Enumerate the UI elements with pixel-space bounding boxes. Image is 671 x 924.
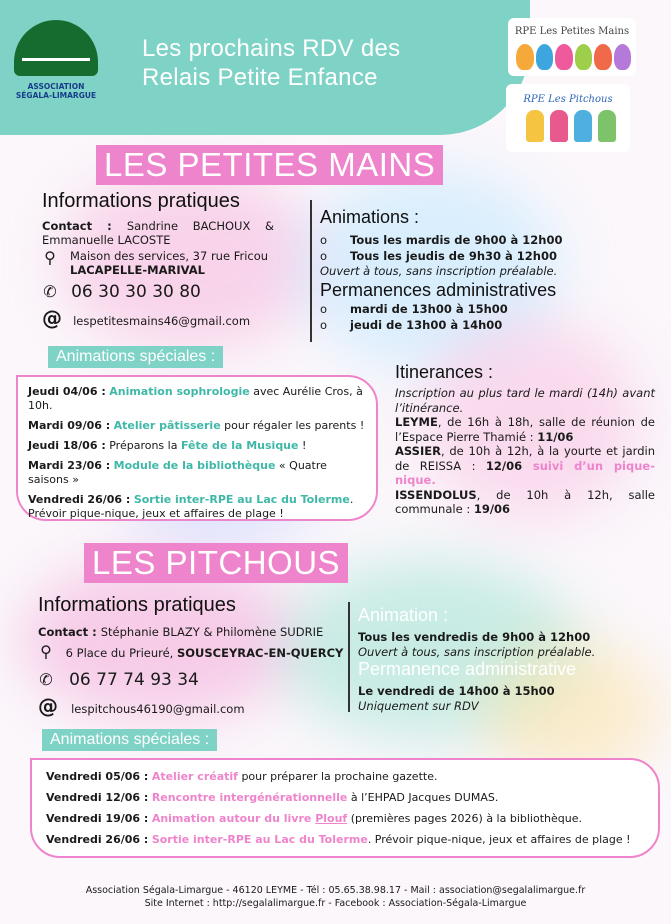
petites-mains-banner: LES PETITES MAINS	[96, 145, 443, 185]
divider	[348, 602, 350, 712]
permanences-list	[320, 302, 620, 333]
petites-mains-badge-label: RPE Les Petites Mains	[514, 26, 630, 37]
petites-mains-email	[42, 306, 250, 330]
association-logo	[12, 20, 100, 100]
phone-number: 06 30 30 30 80	[71, 282, 201, 302]
logo-line1: ASSOCIATION	[27, 82, 85, 91]
pitchous-address	[38, 642, 344, 661]
list-item: o Tous les jeudis de 9h30 à 12h00	[320, 249, 620, 265]
list-item: Vendredi 26/06 : Sortie inter-RPE au Lac du Tolerme. Prévoir pique-nique, jeux et affaires de plage !	[46, 833, 631, 846]
pitchous-animation: Tous les vendredis de 9h00 à 12h00	[358, 630, 591, 644]
list-item: o jeudi de 13h00 à 14h00	[320, 318, 620, 334]
handprints-icon	[516, 44, 631, 70]
contact-text: Stéphanie BLAZY & Philomène SUDRIE	[100, 625, 324, 639]
footer	[0, 884, 671, 910]
contact-label: Contact	[42, 219, 93, 233]
pitchous-contact: Contact : Stéphanie BLAZY & Philomène SUDRIE	[38, 625, 324, 639]
pitchous-info-title: Informations pratiques	[38, 594, 236, 616]
pitchous-badge-label: RPE Les Pitchous	[523, 94, 613, 105]
pitchous-phone	[38, 670, 199, 690]
animations-note: Ouvert à tous, sans inscription préalable.	[320, 264, 558, 278]
footer-line1: Association Ségala-Limargue - 46120 LEYME - Tél : 05.65.38.98.17 - Mail : association@segalalimargue.fr	[85, 885, 586, 896]
itinerances-intro: Inscription au plus tard le mardi (14h) avant l’itinérance.	[395, 386, 655, 415]
pitchous-special-title: Animations spéciales :	[42, 729, 217, 751]
address-line: 6 Place du Prieuré,	[65, 646, 177, 660]
pitchous-banner: LES PITCHOUS	[84, 543, 348, 583]
petites-mains-contact: Contact : Sandrine BACHOUX & Emmanuelle LACOSTE	[42, 219, 274, 247]
email-link[interactable]: lespitchous46190@gmail.com	[71, 702, 245, 716]
itinerance-leyme: LEYME, de 16h à 18h, salle de réunion de l’Espace Pierre Thamié : 11/06	[395, 415, 655, 444]
petites-mains-address	[42, 249, 282, 277]
title-line1: Les prochains RDV des	[142, 35, 401, 62]
list-item: Vendredi 26/06 : Sortie inter-RPE au Lac du Tolerme. Prévoir pique-nique, jeux et affaires de plage !	[28, 493, 354, 520]
list-item: Jeudi 18/06 : Préparons la Fête de la Musique !	[28, 439, 307, 452]
at-sign-icon: @	[38, 694, 58, 718]
animations-list	[320, 233, 620, 264]
itinerances-title: Itinerances :	[395, 362, 494, 382]
list-item: Jeudi 04/06 : Animation sophrologie avec Aurélie Cros, à 10h.	[28, 385, 363, 412]
contact-text: Sandrine BACHOUX & Emmanuelle LACOSTE	[42, 219, 274, 247]
location-pin-icon: ⚲	[44, 248, 56, 267]
list-item: Vendredi 12/06 : Rencontre intergénérationnelle à l’EHPAD Jacques DUMAS.	[46, 791, 499, 804]
page-title	[142, 34, 400, 92]
email-link[interactable]: lespetitesmains46@gmail.com	[73, 314, 251, 328]
itinerance-issendolus: ISSENDOLUS, de 10h à 12h, salle communale : 19/06	[395, 487, 655, 516]
footer-line2: Site Internet : http://segalalimargue.fr - Facebook : Association-Ségala-Limargue	[144, 898, 527, 909]
contact-label: Contact	[38, 625, 89, 639]
logo-line2: SÉGALA-LIMARGUE	[15, 91, 97, 100]
permanences-title: Permanences administratives	[320, 280, 557, 300]
itinerances-text	[395, 386, 655, 517]
address-city: SOUSCEYRAC-EN-QUERCY	[176, 646, 344, 660]
list-item: Vendredi 05/06 : Atelier créatif pour préparer la prochaine gazette.	[46, 770, 438, 783]
petites-mains-phone	[42, 282, 201, 302]
at-sign-icon: @	[42, 306, 62, 330]
list-item: Vendredi 19/06 : Animation autour du livre Plouf (premières pages 2026) à la bibliothèque.	[46, 812, 582, 825]
animations-title: Animations :	[320, 207, 420, 227]
itinerance-assier: ASSIER, de 10h à 12h, à la yourte et jardin de REISSA : 12/06 suivi d’un pique-nique.	[395, 444, 655, 487]
list-item: o Tous les mardis de 9h00 à 12h00	[320, 233, 620, 249]
pitchous-permanence: Le vendredi de 14h00 à 15h00	[358, 684, 555, 698]
phone-icon: ✆	[39, 670, 53, 689]
tree-logo-icon	[14, 20, 98, 76]
pitchous-permanence-title: Permanence administrative	[358, 659, 577, 679]
address-line: Maison des services, 37 rue Fricou	[70, 249, 269, 263]
pitchous-special-box	[30, 758, 660, 858]
pitchous-email	[38, 694, 245, 718]
pitchous-permanence-note: Uniquement sur RDV	[358, 699, 479, 713]
title-line2: Relais Petite Enfance	[142, 64, 378, 91]
pitchous-animation-title: Animation :	[358, 605, 449, 625]
address-city: LACAPELLE-MARIVAL	[70, 263, 205, 277]
location-pin-icon: ⚲	[40, 642, 52, 661]
phone-icon: ✆	[43, 282, 57, 301]
pitchous-animation-note: Ouvert à tous, sans inscription préalable.	[358, 645, 596, 659]
petites-mains-info-title: Informations pratiques	[42, 190, 240, 212]
kids-illustration-icon	[516, 110, 626, 146]
petites-mains-special-box	[16, 375, 378, 521]
list-item: o mardi de 13h00 à 15h00	[320, 302, 620, 318]
list-item: Mardi 23/06 : Module de la bibliothèque « Quatre saisons »	[28, 459, 327, 486]
list-item: Mardi 09/06 : Atelier pâtisserie pour régaler les parents !	[28, 419, 365, 432]
petites-mains-special-title: Animations spéciales :	[48, 346, 223, 368]
divider	[310, 200, 312, 342]
phone-number: 06 77 74 93 34	[69, 670, 199, 690]
